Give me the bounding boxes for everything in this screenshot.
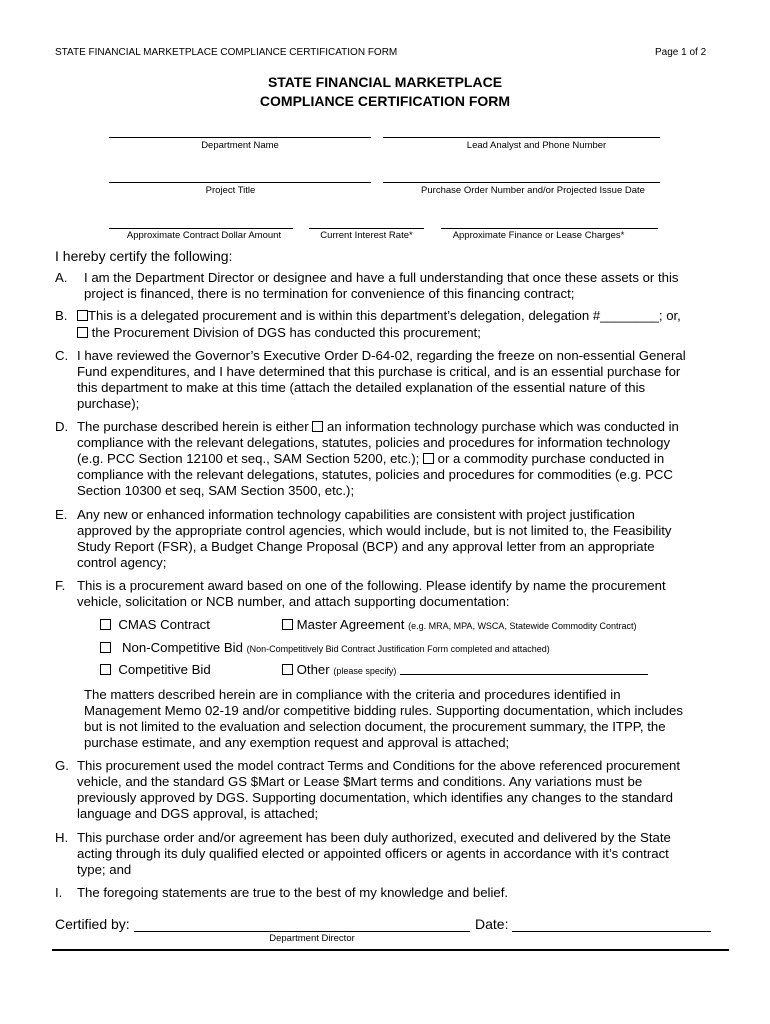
item-f-para1: The matters described herein are in compliance with the criteria and procedures identified in — [84, 687, 621, 702]
director-signature-field[interactable] — [134, 931, 470, 932]
non-competitive-checkbox[interactable] — [100, 642, 111, 653]
other-checkbox[interactable] — [282, 664, 293, 675]
department-director-label: Department Director — [269, 933, 355, 944]
item-h-line3: type; and — [77, 862, 132, 877]
item-f-para2: Management Memo 02-19 and/or competitive bidding rules. Supporting documentation, which includes — [84, 703, 683, 718]
item-a-line1: I am the Department Director or designee and have a full understanding that once these assets or this — [84, 270, 679, 285]
form-header-name: STATE FINANCIAL MARKETPLACE COMPLIANCE CERTIFICATION FORM — [55, 47, 398, 58]
department-name-label: Department Name — [201, 140, 279, 151]
item-a-line2: project is financed, there is no termination for convenience of this financing contract; — [84, 286, 575, 301]
it-purchase-checkbox[interactable] — [312, 421, 323, 432]
department-name-field[interactable] — [109, 137, 371, 138]
delegated-checkbox[interactable] — [77, 310, 88, 321]
other-specify-field[interactable] — [400, 674, 648, 675]
item-h-line2: acting through its duly qualified elected or appointed officers or agents in accordance with it’s contract — [77, 846, 669, 861]
item-e-line4: control agency; — [77, 555, 167, 570]
item-d-line1a: The purchase described herein is either — [77, 419, 309, 434]
item-b-line2: the Procurement Division of DGS has conducted this procurement; — [91, 325, 481, 340]
date-field[interactable] — [512, 931, 711, 932]
item-f-line1: This is a procurement award based on one of the following. Please identify by name the procurement — [77, 578, 666, 593]
commodity-purchase-checkbox[interactable] — [423, 453, 434, 464]
page-number: Page 1 of 2 — [655, 47, 707, 58]
item-d-line2: compliance with the relevant delegations, statutes, policies and procedures for information technology — [77, 435, 671, 450]
item-i-line1: The foregoing statements are true to the best of my knowledge and belief. — [77, 885, 509, 900]
finance-charges-field[interactable] — [441, 228, 658, 229]
lead-analyst-field[interactable] — [383, 137, 660, 138]
cmas-checkbox[interactable] — [100, 619, 111, 630]
item-b-line1: This is a delegated procurement and is within this department’s delegation, delegation #________; or, — [88, 308, 681, 323]
contract-amount-label: Approximate Contract Dollar Amount — [126, 230, 282, 241]
item-g-line3: previously approved by DGS. Supporting documentation, which identifies any changes to the standard — [77, 790, 673, 805]
lead-analyst-label: Lead Analyst and Phone Number — [466, 140, 607, 151]
item-d-line3a: (e.g. PCC Section 12100 et seq., SAM Section 5200, etc.); — [77, 451, 420, 466]
project-title-label: Project Title — [205, 185, 256, 196]
item-c-line2: Fund expenditures, and I have determined that this purchase is critical, and is an essential purchase for — [77, 364, 681, 379]
form-title-line2: COMPLIANCE CERTIFICATION FORM — [259, 93, 511, 109]
item-e-line3: Study Report (FSR), a Budget Change Proposal (BCP) and any approval letter from an appropriate — [77, 539, 655, 554]
item-f-para3: but is not limited to the evaluation and selection document, the procurement summary, the ITPP, the — [84, 719, 666, 734]
item-c-line1: I have reviewed the Governor’s Executive Order D-64-02, regarding the freeze on non-essential General — [77, 348, 686, 363]
contract-amount-field[interactable] — [109, 228, 293, 229]
item-h-line1: This purchase order and/or agreement has been duly authorized, executed and delivered by the State — [77, 830, 671, 845]
master-agreement-label: Master Agreement — [296, 617, 405, 632]
other-note: (please specify) — [333, 666, 397, 676]
finance-charges-label: Approximate Finance or Lease Charges* — [452, 230, 625, 241]
cmas-label: CMAS Contract — [118, 617, 210, 632]
item-f-line2: vehicle, solicitation or NCB number, and attach supporting documentation: — [77, 594, 510, 609]
item-e-line1: Any new or enhanced information technology capabilities are consistent with project justification — [77, 507, 635, 522]
certified-by-label: Certified by: — [55, 916, 130, 932]
item-letter-c: C. — [55, 348, 69, 363]
purchase-order-label: Purchase Order Number and/or Projected Issue Date — [421, 185, 645, 196]
item-letter-g: G. — [55, 758, 69, 773]
date-label: Date: — [475, 916, 509, 932]
project-title-field[interactable] — [109, 182, 371, 183]
competitive-bid-checkbox[interactable] — [100, 664, 111, 675]
item-letter-d: D. — [55, 419, 69, 434]
dgs-procurement-checkbox[interactable] — [77, 327, 88, 338]
footer-divider — [52, 949, 729, 951]
item-letter-e: E. — [55, 507, 68, 522]
interest-rate-label: Current Interest Rate* — [320, 230, 413, 241]
item-letter-b: B. — [55, 308, 68, 323]
item-letter-h: H. — [55, 830, 69, 845]
item-letter-i: I. — [55, 885, 63, 900]
non-competitive-label: Non-Competitive Bid — [122, 640, 243, 655]
item-g-line2: vehicle, and the standard GS $Mart or Lease $Mart terms and conditions. Any variations must be — [77, 774, 643, 789]
item-letter-a: A. — [55, 270, 68, 285]
item-e-line2: approved by the appropriate control agencies, which would include, but is not limited to, the Feasibility — [77, 523, 672, 538]
certify-intro: I hereby certify the following: — [55, 248, 233, 264]
non-competitive-note: (Non-Competitively Bid Contract Justification Form completed and attached) — [246, 644, 550, 654]
item-f-para4: purchase estimate, and any exemption request and approval is attached; — [84, 735, 510, 750]
item-g-line1: This procurement used the model contract Terms and Conditions for the above referenced procurement — [77, 758, 681, 773]
item-c-line3: this department to make at this time (attach the detailed explanation of the essential nature of this — [77, 380, 646, 395]
purchase-order-field[interactable] — [383, 182, 660, 183]
item-d-line3b: or a commodity purchase conducted in — [437, 451, 665, 466]
competitive-bid-label: Competitive Bid — [118, 662, 211, 677]
other-label: Other — [296, 662, 330, 677]
master-agreement-note: (e.g. MRA, MPA, WSCA, Statewide Commodity Contract) — [408, 621, 637, 631]
item-letter-f: F. — [55, 578, 66, 593]
form-title-line1: STATE FINANCIAL MARKETPLACE — [267, 74, 503, 90]
item-d-line5: Section 10300 et seq, SAM Section 3500, etc.); — [77, 483, 355, 498]
master-agreement-checkbox[interactable] — [282, 619, 293, 630]
item-d-line1b: an information technology purchase which was conducted in — [327, 419, 679, 434]
item-c-line4: purchase); — [77, 396, 140, 411]
item-g-line4: language and DGS approval, is attached; — [77, 806, 319, 821]
interest-rate-field[interactable] — [309, 228, 424, 229]
item-d-line4: compliance with the relevant delegations, statutes, policies and procedures for commodities (e.g. PCC — [77, 467, 673, 482]
